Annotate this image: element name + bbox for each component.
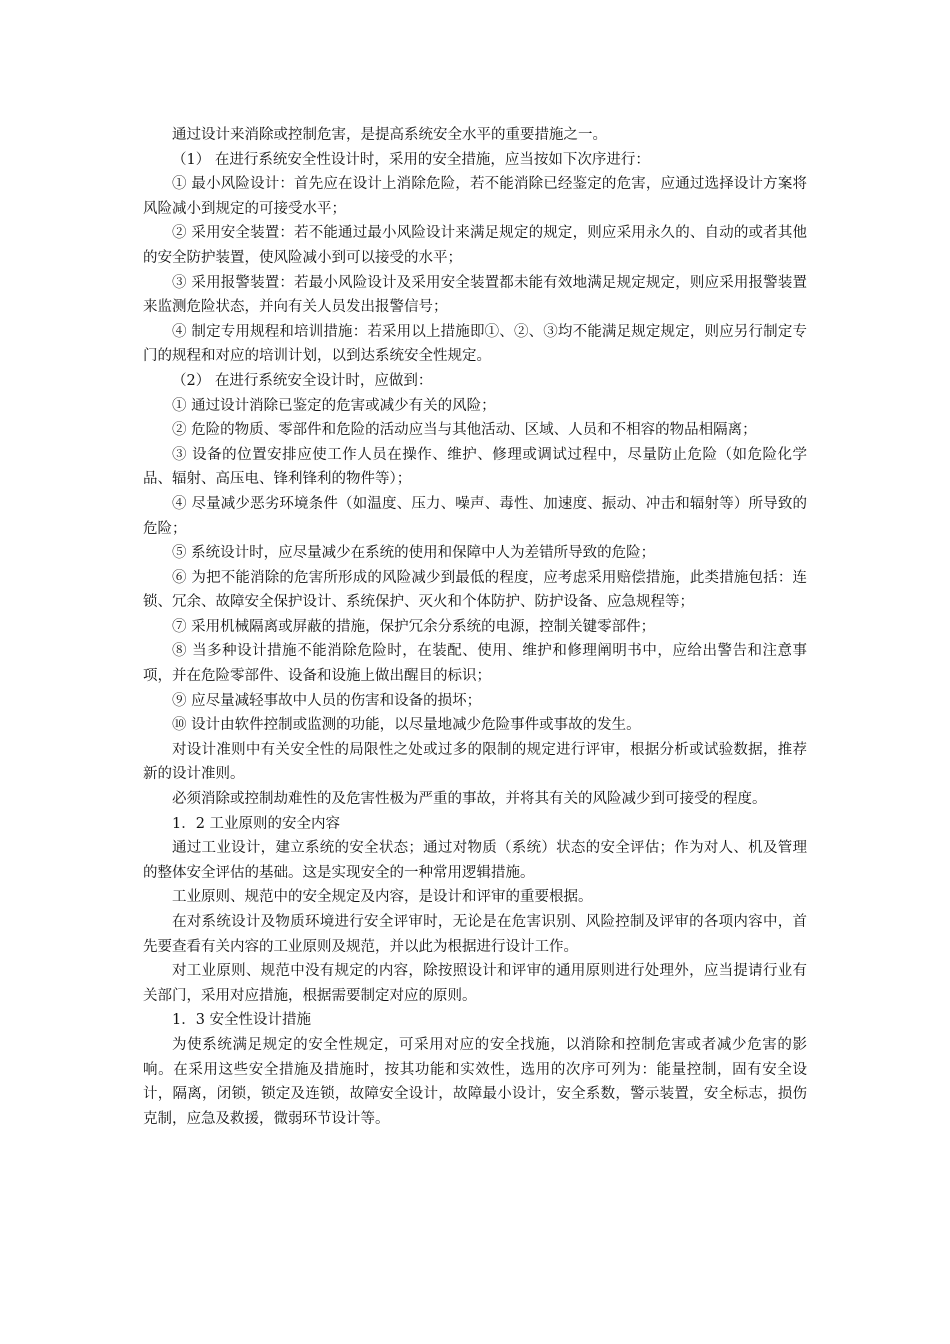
section-heading-1-2: 1．2 工业原则的安全内容	[172, 815, 341, 832]
paragraph-item: ⑧ 当多种设计措施不能消除危险时，在装配、使用、维护和修理阐明书中，应给出警告和注意事项，并在危险零部件、设备和设施上做出醒目的标识；	[143, 643, 807, 685]
paragraph-body: 工业原则、规范中的安全规定及内容，是设计和评审的重要根据。	[172, 889, 593, 906]
paragraph-item: ③ 采用报警装置：若最小风险设计及采用安全装置都未能有效地满足规定规定，则应采用报警装置来监测危险状态，并向有关人员发出报警信号；	[143, 274, 807, 316]
paragraph-body: 必须消除或控制劫难性的及危害性极为严重的事故，并将其有关的风险减少到可接受的程度。	[172, 791, 767, 808]
paragraph-item: ② 采用安全装置：若不能通过最小风险设计来满足规定的规定，则应采用永久的、自动的或者其他的安全防护装置，使风险减小到可以接受的水平；	[143, 225, 807, 266]
paragraph-item: ① 最小风险设计：首先应在设计上消除危险，若不能消除已经鉴定的危害，应通过选择设计方案将风险减小到规定的可接受水平；	[143, 176, 807, 217]
paragraph-body: 通过工业设计，建立系统的安全状态；通过对物质（系统）状态的安全评估；作为对人、机及管理的整体安全评估的基础。这是实现安全的一种常用逻辑措施。	[143, 840, 807, 881]
paragraph-item: ① 通过设计消除已鉴定的危害或减少有关的风险；	[172, 397, 496, 414]
paragraph-body: 对工业原则、规范中没有规定的内容，除按照设计和评审的通用原则进行处理外，应当提请行业有关部门，采用对应措施，根据需要制定对应的原则。	[143, 963, 807, 1004]
paragraph-intro: 通过设计来消除或控制危害，是提高系统安全水平的重要措施之一。	[172, 127, 607, 143]
paragraph-section-2: （2） 在进行系统安全设计时，应做到：	[172, 372, 433, 389]
paragraph-item: ④ 尽量减少恶劣环境条件（如温度、压力、噪声、毒性、加速度、振动、冲击和辐射等）所导致的危险；	[143, 495, 807, 537]
document-page	[143, 123, 807, 1131]
paragraph-item: ④ 制定专用规程和培训措施：若采用以上措施即①、②、③均不能满足规定规定，则应另行制定专门的规程和对应的培训计划，以到达系统安全性规定。	[143, 323, 807, 365]
paragraph-item: ③ 设备的位置安排应使工作人员在操作、维护、修理或调试过程中，尽量防止危险（如危险化学品、辐射、高压电、锋利锋利的物件等）；	[143, 446, 807, 488]
paragraph-section-1: （1） 在进行系统安全性设计时，采用的安全措施，应当按如下次序进行：	[172, 151, 650, 168]
paragraph-item: ② 危险的物质、零部件和危险的活动应当与其他活动、区域、人员和不相容的物品相隔离；	[172, 422, 757, 439]
paragraph-body: 对设计准则中有关安全性的局限性之处或过多的限制的规定进行评审，根据分析或试验数据，推荐新的设计准则。	[143, 741, 807, 783]
paragraph-item: ⑦ 采用机械隔离或屏蔽的措施，保护冗余分系统的电源，控制关键零部件；	[172, 618, 656, 635]
paragraph-body: 在对系统设计及物质环境进行安全评审时，无论是在危害识别、风险控制及评审的各项内容中，首先要查看有关内容的工业原则及规范，并以此为根据进行设计工作。	[143, 914, 807, 955]
paragraph-item: ⑥ 为把不能消除的危害所形成的风险减少到最低的程度，应考虑采用赔偿措施，此类措施包括：连锁、冗余、故障安全保护设计、系统保护、灭火和个体防护、防护设备、应急规程等；	[143, 569, 807, 611]
paragraph-item: ⑤ 系统设计时，应尽量减少在系统的使用和保障中人为差错所导致的危险；	[172, 545, 656, 562]
paragraph-item: ⑩ 设计由软件控制或监测的功能，以尽量地减少危险事件或事故的发生。	[172, 717, 641, 734]
paragraph-item: ⑨ 应尽量减轻事故中人员的伤害和设备的损坏；	[172, 692, 482, 709]
section-heading-1-3: 1．3 安全性设计措施	[172, 1012, 312, 1029]
paragraph-body: 为使系统满足规定的安全性规定，可采用对应的安全找施，以消除和控制危害或者减少危害的影响。在采用这些安全措施及措施时，按其功能和实效性，选用的次序可列为：能量控制，固有安全设计，隔离，闭锁，锁定及连锁，故障安全设计，故障最小设计，安全系数，警示装置，安全标志，损伤克制，应急及救援，微弱环节设计等。	[143, 1036, 807, 1127]
